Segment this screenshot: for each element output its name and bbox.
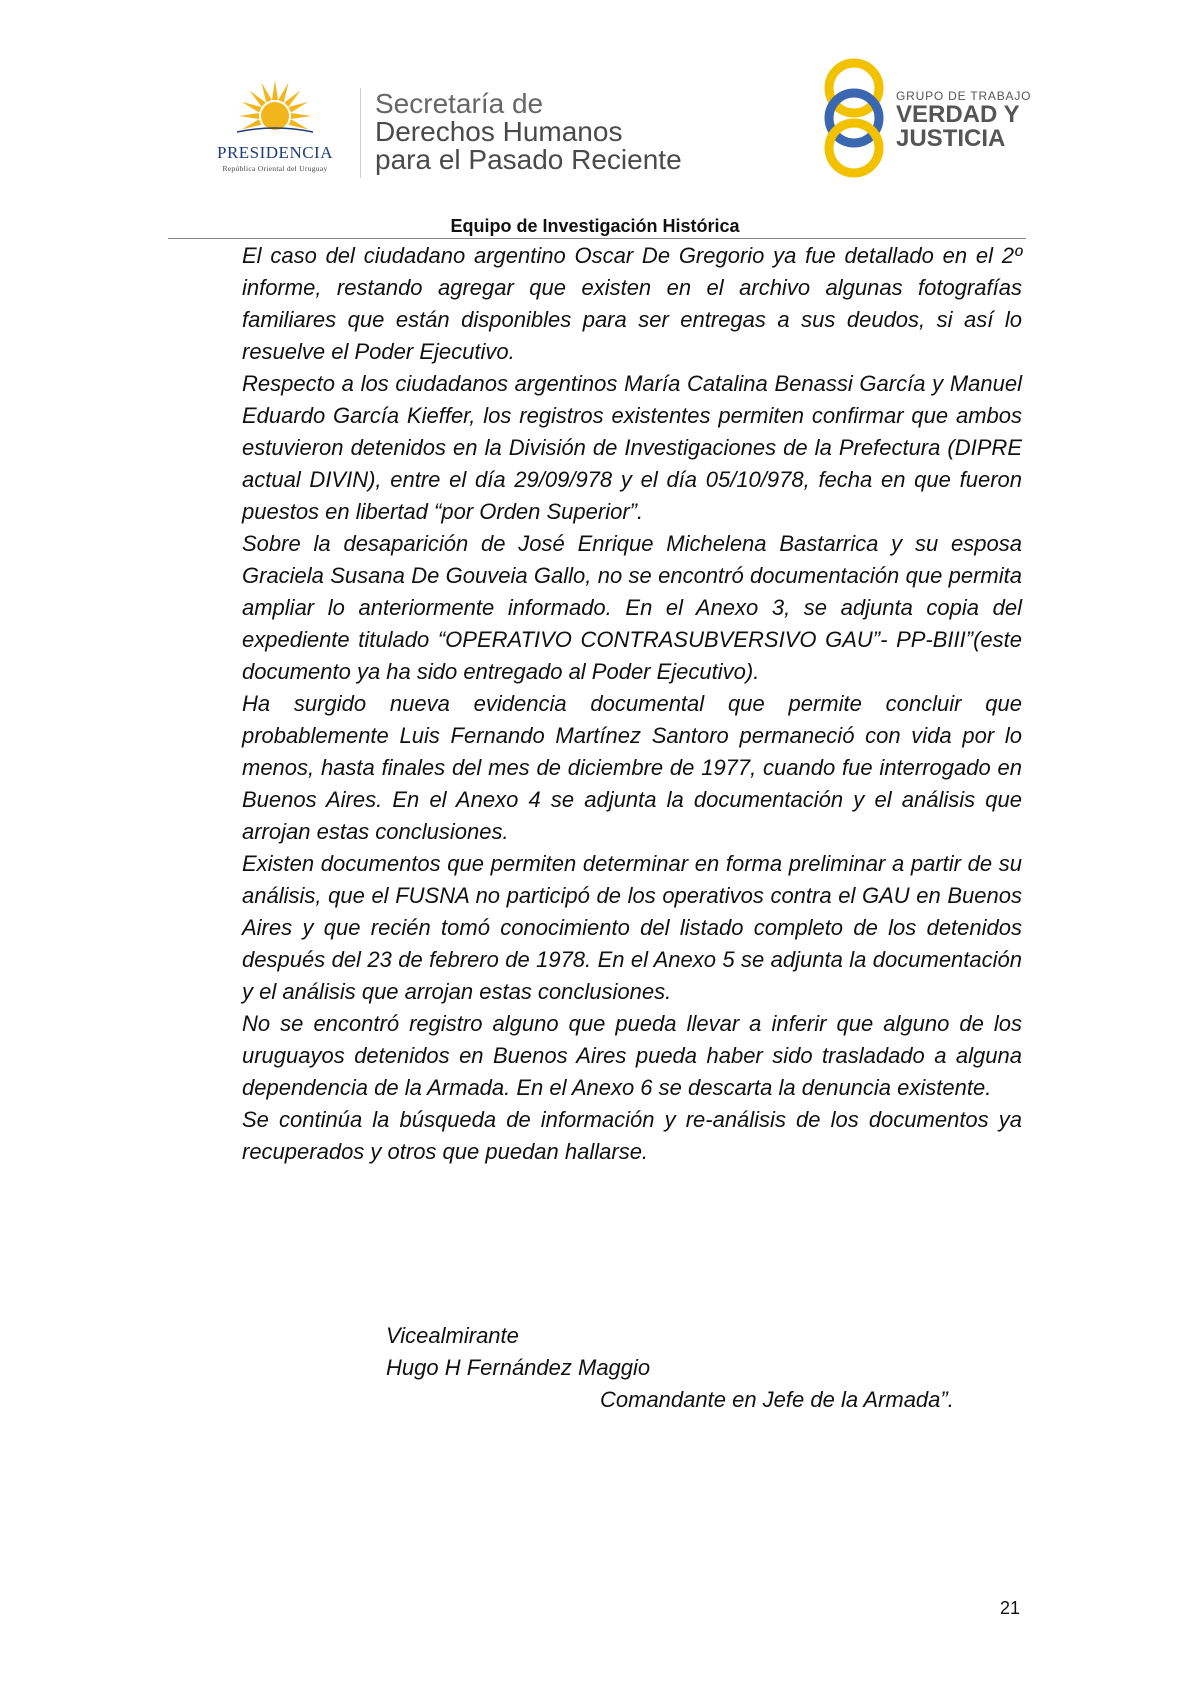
team-title: Equipo de Investigación Histórica — [450, 216, 740, 236]
secretaria-line-2: Derechos Humanos — [375, 116, 623, 147]
sun-icon — [235, 80, 315, 142]
secretaria-line-1: Secretaría de — [375, 88, 544, 119]
presidencia-subtitle: República Oriental del Uruguay — [222, 164, 328, 173]
secretaria-wordmark — [375, 90, 682, 174]
gtvj-big-line-1: VERDAD Y — [896, 101, 1020, 128]
gtvj-big-line-2: JUSTICIA — [896, 125, 1006, 152]
presidencia-wordmark: PRESIDENCIA — [216, 143, 333, 162]
gtvj-big-label — [896, 103, 1020, 151]
page-number: 21 — [1000, 1598, 1021, 1618]
paragraph: Sobre la desaparición de José Enrique Michelena Bastarrica y su esposa Graciela Susana De Gouveia Gallo, no se encontró documentación que permita ampliar lo anteriormente informado. En el Anexo 3, se adjunta copia del expediente titulado “OPERATIVO CONTRASUBVERSIVO GAU”- PP-BIII”(este documento ya ha sido entregado al Poder Ejecutivo). — [242, 531, 1022, 684]
interlocked-rings-icon — [820, 55, 892, 180]
secretaria-line-3: para el Pasado Reciente — [375, 144, 682, 175]
document-body — [242, 240, 1022, 1168]
signature-rank: Vicealmirante — [386, 1323, 519, 1348]
header-rule — [168, 238, 1026, 239]
paragraph: Ha surgido nueva evidencia documental que permite concluir que probablemente Luis Fernando Martínez Santoro permaneció con vida por lo menos, hasta finales del mes de diciembre de 1977, cuando fue interrogado en Buenos Aires. En el Anexo 4 se adjunta la documentación y el análisis que arrojan estas conclusiones. — [242, 691, 1022, 844]
paragraph: Se continúa la búsqueda de información y re-análisis de los documentos ya recuperados y otros que puedan hallarse. — [242, 1107, 1022, 1164]
paragraph: El caso del ciudadano argentino Oscar De Gregorio ya fue detallado en el 2º informe, restando agregar que existen en el archivo algunas fotografías familiares que están disponibles para ser entregas a sus deudos, si así lo resuelve el Poder Ejecutivo. — [242, 243, 1022, 364]
paragraph: Existen documentos que permiten determinar en forma preliminar a partir de su análisis, que el FUSNA no participó de los operativos contra el GAU en Buenos Aires y que recién tomó conocimiento del listado completo de los detenidos después del 23 de febrero de 1978. En el Anexo 5 se adjunta la documentación y el análisis que arrojan estas conclusiones. — [242, 851, 1022, 1004]
verdad-justicia-logo — [820, 55, 1030, 180]
signature-name: Hugo H Fernández Maggio — [386, 1355, 651, 1380]
paragraph: No se encontró registro alguno que pueda llevar a inferir que alguno de los uruguayos detenidos en Buenos Aires pueda haber sido trasladado a alguna dependencia de la Armada. En el Anexo 6 se descarta la denuncia existente. — [242, 1011, 1022, 1100]
gtvj-small-label: GRUPO DE TRABAJO — [896, 89, 1032, 103]
header-divider — [360, 88, 361, 178]
page-header — [0, 0, 1190, 230]
signature-block — [386, 1320, 954, 1416]
presidencia-logo — [195, 80, 355, 180]
paragraph: Respecto a los ciudadanos argentinos María Catalina Benassi García y Manuel Eduardo García Kieffer, los registros existentes permiten confirmar que ambos estuvieron detenidos en la División de Investigaciones de la Prefectura (DIPRE actual DIVIN), entre el día 29/09/978 y el día 05/10/978, fecha en que fueron puestos en libertad “por Orden Superior”. — [242, 371, 1022, 524]
signature-role: Comandante en Jefe de la Armada”. — [600, 1387, 954, 1412]
